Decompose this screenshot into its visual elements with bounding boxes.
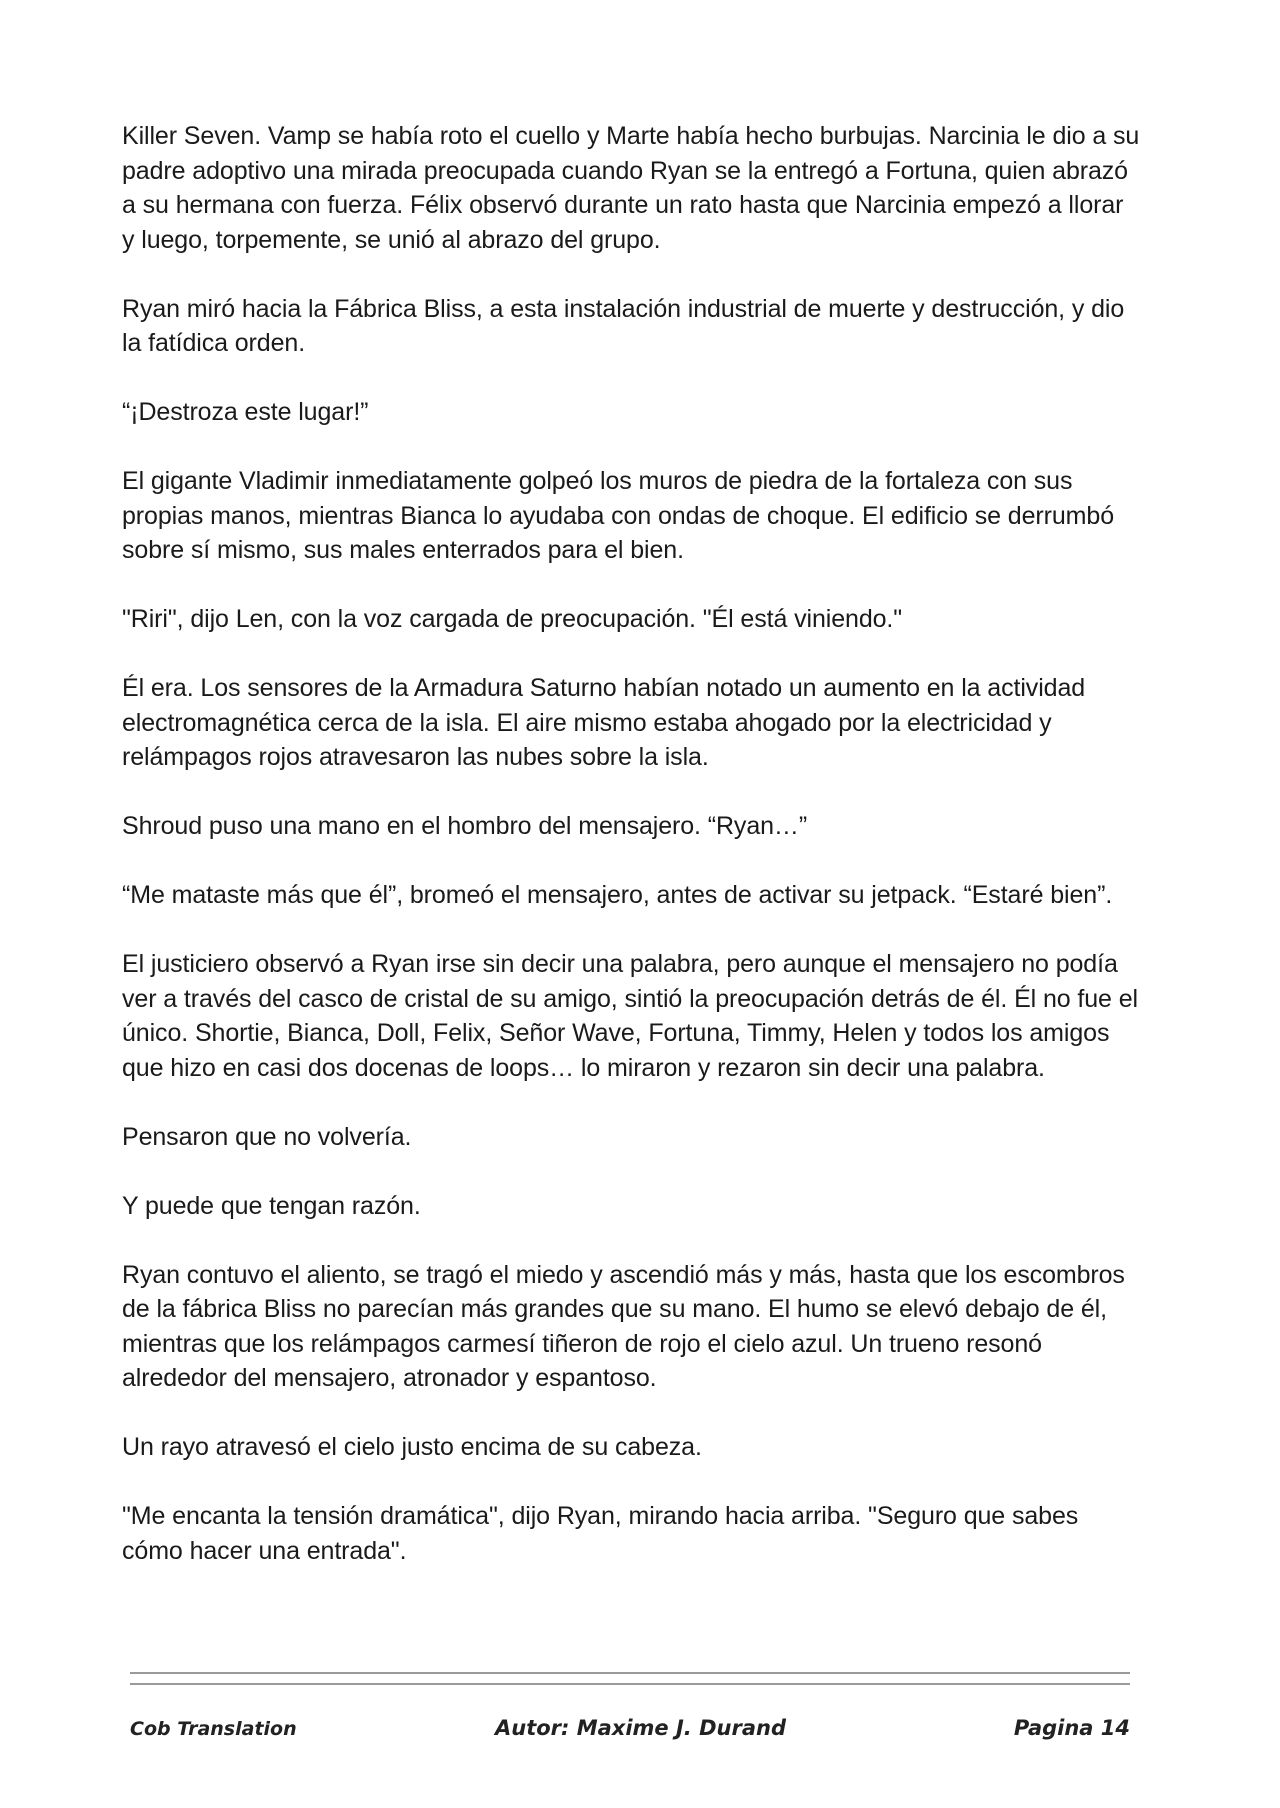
paragraph-2: Ryan miró hacia la Fábrica Bliss, a esta instalación industrial de muerte y destrucción, y dio la fatídica orden. [122,294,1125,357]
footer-translator: Cob Translation [130,1718,297,1740]
paragraph-13: Un rayo atravesó el cielo justo encima de su cabeza. [122,1433,702,1461]
paragraph-1: Killer Seven. Vamp se había roto el cuello y Marte había hecho burbujas. Narcinia le dio a su padre adoptivo una mirada preocupada cuando Ryan se la entregó a Fortuna, quien abrazó a su hermana con fuerza. Félix observó durante un rato hasta que Narcinia empezó a llorar y luego, torpemente, se unió al abrazo del grupo. [122,122,1140,254]
paragraph-12: Ryan contuvo el aliento, se tragó el miedo y ascendió más y más, hasta que los escombros de la fábrica Bliss no parecían más grandes que su mano. El humo se elevó debajo de él, mientras que los relámpagos carmesí tiñeron de rojo el cielo azul. Un trueno resonó alrededor del mensajero, atronador y espantoso. [122,1260,1125,1392]
paragraph-14: "Me encanta la tensión dramática", dijo Ryan, mirando hacia arriba. "Seguro que sabes cómo hacer una entrada". [122,1502,1079,1565]
body-text [122,119,1142,1603]
paragraph-8: “Me mataste más que él”, bromeó el mensajero, antes de activar su jetpack. “Estaré bien”. [122,881,1113,909]
paragraph-11: Y puede que tengan razón. [122,1191,421,1220]
footer-divider-top [130,1672,1130,1674]
paragraph-9: El justiciero observó a Ryan irse sin decir una palabra, pero aunque el mensajero no podía ver a través del casco de cristal de su amigo, sintió la preocupación detrás de él. Él no fue el único. Shortie, Bianca, Doll, Felix, Señor Wave, Fortuna, Timmy, Helen y todos los amigos que hizo en casi dos docenas de loops… lo miraron y rezaron sin decir una palabra. [122,950,1138,1082]
footer-page-number: Pagina 14 [1013,1716,1130,1740]
paragraph-4: El gigante Vladimir inmediatamente golpeó los muros de piedra de la fortaleza con sus propias manos, mientras Bianca lo ayudaba con ondas de choque. El edificio se derrumbó sobre sí mismo, sus males enterrados para el bien. [122,467,1114,564]
paragraph-6: Él era. Los sensores de la Armadura Saturno habían notado un aumento en la actividad electromagnética cerca de la isla. El aire mismo estaba ahogado por la electricidad y relámpagos rojos atravesaron las nubes sobre la isla. [122,674,1086,771]
page-footer [130,1716,1130,1746]
footer-divider-bottom [130,1683,1130,1685]
footer-author: Autor: Maxime J. Durand [495,1716,786,1740]
paragraph-7: Shroud puso una mano en el hombro del mensajero. “Ryan…” [122,812,808,840]
paragraph-10: Pensaron que no volvería. [122,1122,412,1151]
paragraph-3: “¡Destroza este lugar!” [122,398,369,426]
paragraph-5: "Riri", dijo Len, con la voz cargada de preocupación. "Él está viniendo." [122,605,903,633]
